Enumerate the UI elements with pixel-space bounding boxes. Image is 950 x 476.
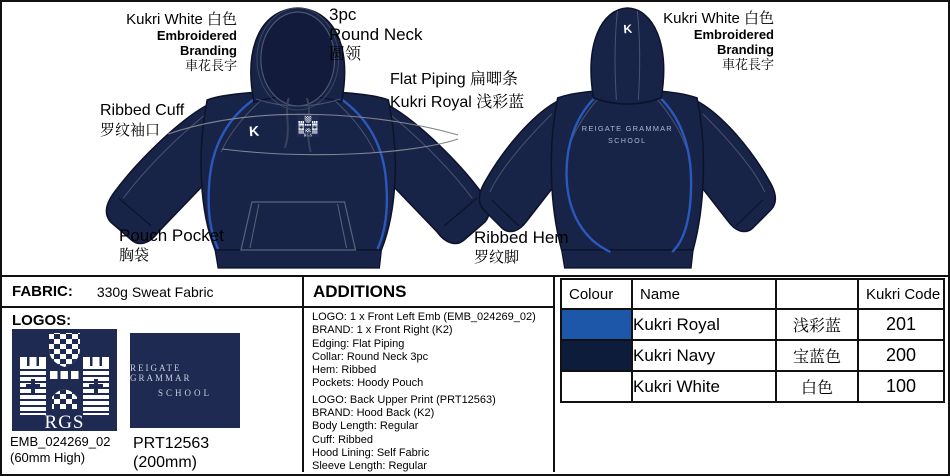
name-header: Name — [632, 279, 776, 309]
annotation-back-branding — [642, 10, 774, 72]
annotation-text: 胸袋 — [119, 247, 150, 264]
colour-swatch — [561, 371, 632, 402]
annotation-text: 罗纹袖口 — [100, 122, 161, 139]
logos-section — [2, 308, 302, 472]
annotation-text: 車花長字 — [721, 57, 774, 72]
annotation-text: Embroidered — [693, 27, 774, 42]
colour-code: 200 — [858, 340, 944, 371]
annotation-collar — [329, 5, 423, 65]
addition-item: Hem: Ribbed — [312, 364, 377, 377]
back-body — [551, 90, 703, 250]
additions-list — [304, 308, 553, 474]
colour-chinese: 白色 — [776, 371, 858, 402]
back-print-line1: REIGATE GRAMMAR — [581, 123, 673, 134]
garment-views-panel — [2, 2, 948, 275]
annotation-text: Flat Piping 扁唧条 — [390, 71, 519, 88]
annotation-text: 3pc — [329, 5, 357, 24]
front-ribbed-hem — [215, 250, 381, 268]
back-ribbed-hem — [562, 250, 693, 268]
back-print-line2: SCHOOL — [608, 137, 647, 146]
rgs-crest-logo — [12, 329, 117, 431]
addition-item: Sleeve Length: Regular — [312, 460, 427, 473]
colour-code: 100 — [858, 371, 944, 402]
annotation-text: 罗纹脚 — [474, 249, 520, 266]
colour-name: Kukri Royal — [632, 309, 776, 340]
colour-chinese: 浅彩蓝 — [776, 309, 858, 340]
table-row — [561, 340, 944, 371]
back-print-logo-line1: REIGATE GRAMMAR — [130, 363, 192, 383]
kukri-brand-logo-front: K — [248, 122, 260, 140]
annotation-text: Embroidered — [156, 28, 237, 43]
table-row — [561, 371, 944, 402]
addition-item: Collar: Round Neck 3pc — [312, 350, 429, 363]
addition-item: LOGO: Back Upper Print (PRT12563) — [312, 393, 496, 406]
annotation-text: Branding — [179, 43, 237, 58]
additions-header: ADDITIONS — [304, 277, 553, 308]
fabric-label: FABRIC: — [12, 283, 73, 300]
colour-table — [560, 278, 945, 403]
print-logo-code: PRT12563 — [133, 435, 210, 452]
addition-item: LOGO: 1 x Front Left Emb (EMB_024269_02) — [312, 311, 536, 323]
addition-item: BRAND: 1 x Front Right (K2) — [312, 324, 453, 337]
addition-item: BRAND: Hood Back (K2) — [312, 407, 435, 420]
chinese-header — [776, 279, 858, 309]
colour-table-panel — [555, 277, 948, 472]
addition-item: Hood Lining: Self Fabric — [312, 446, 430, 459]
fabric-value: 330g Sweat Fabric — [96, 283, 214, 300]
additions-panel — [304, 277, 555, 472]
annotation-text: Branding — [716, 42, 774, 57]
annotation-text: Kukri White 白色 — [663, 10, 774, 27]
rgs-crest-front — [297, 115, 319, 137]
annotation-text: Kukri Royal 浅彩蓝 — [390, 94, 525, 111]
annotation-hem — [474, 228, 569, 267]
kukri-brand-logo-hood: K — [622, 21, 633, 37]
annotation-text: Ribbed Hem — [474, 228, 569, 247]
colour-name: Kukri Navy — [632, 340, 776, 371]
annotation-text: Kukri White 白色 — [126, 11, 237, 28]
addition-item: Body Length: Regular — [312, 420, 419, 433]
annotation-text: Round Neck — [329, 25, 423, 44]
addition-item: Cuff: Ribbed — [312, 433, 373, 446]
colour-code: 201 — [858, 309, 944, 340]
annotation-pocket — [119, 226, 224, 265]
emb-logo-size: (60mm High) — [10, 450, 86, 465]
fabric-row — [2, 277, 302, 308]
back-print-logo — [130, 333, 240, 428]
logos-label: LOGOS: — [12, 312, 72, 329]
fabric-logos-panel — [2, 277, 304, 472]
annotation-text: Ribbed Cuff — [100, 102, 185, 119]
colour-name: Kukri White — [632, 371, 776, 402]
colour-swatch — [561, 340, 632, 371]
colour-chinese: 宝蓝色 — [776, 340, 858, 371]
annotation-cuff — [100, 101, 184, 140]
annotation-text: Pouch Pocket — [119, 226, 224, 245]
colour-table-header-row — [561, 279, 944, 309]
emb-logo-code: EMB_024269_02 — [10, 434, 111, 449]
colour-swatch — [561, 309, 632, 340]
table-row — [561, 309, 944, 340]
addition-item: Edging: Flat Piping — [312, 337, 405, 350]
print-logo-size: (200mm) — [133, 454, 198, 471]
hood-opening — [261, 12, 335, 106]
annotation-piping — [390, 68, 524, 114]
addition-item: Pockets: Hoody Pouch — [312, 377, 424, 390]
back-print-logo-line2: SCHOOL — [157, 388, 212, 398]
spec-panels — [2, 275, 948, 472]
colour-header: Colour — [561, 279, 632, 309]
annotation-text: 車花長字 — [184, 58, 237, 73]
annotation-text: 圆领 — [329, 46, 362, 63]
annotation-front-branding — [97, 11, 237, 73]
kukri-code-header: Kukri Code — [858, 279, 944, 309]
